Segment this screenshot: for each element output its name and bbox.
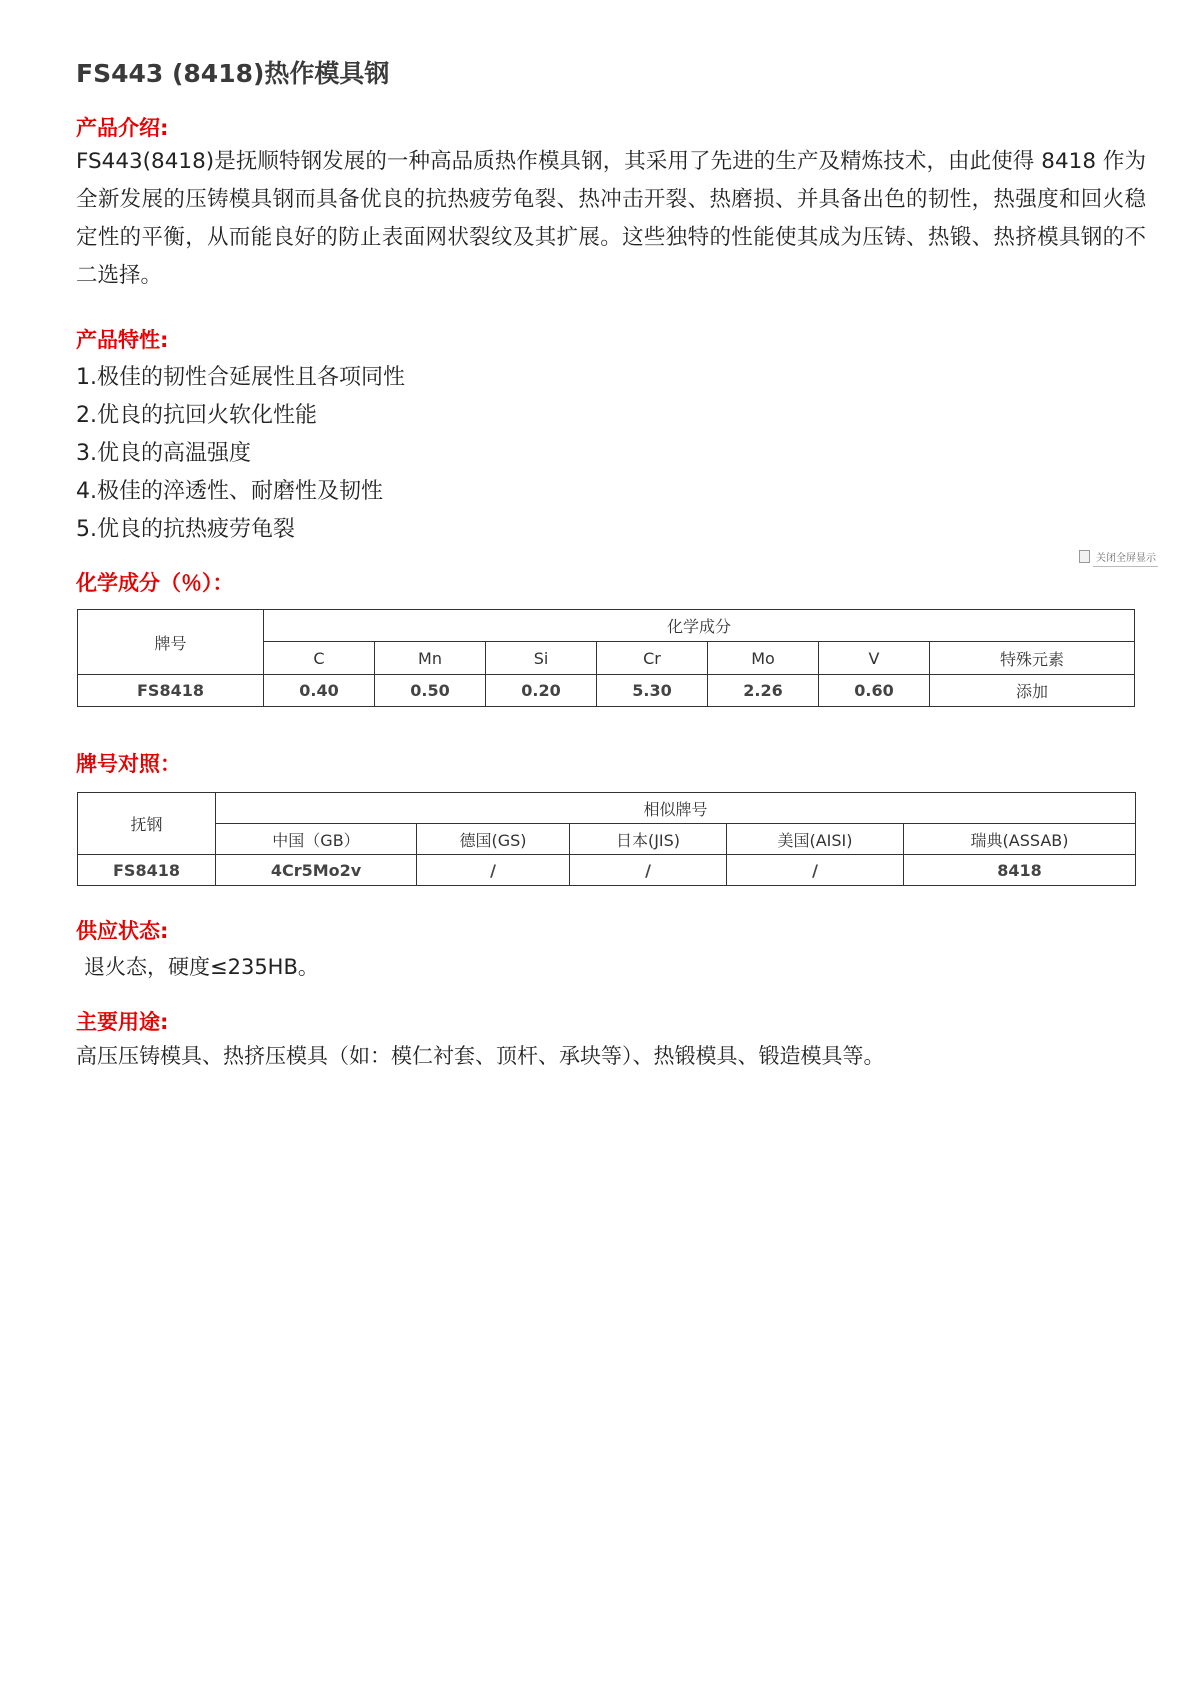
feature-item: 2.优良的抗回火软化性能	[76, 403, 317, 428]
chem-value-cell: 0.40	[264, 675, 375, 707]
chem-value-cell: 2.26	[708, 675, 819, 707]
compare-table	[77, 792, 1136, 886]
element-header: Mn	[375, 642, 486, 675]
feature-item: 4.极佳的淬透性、耐磨性及韧性	[76, 479, 383, 504]
chem-heading: 化学成分（％）：	[76, 571, 234, 595]
usage-text: 高压压铸模具、热挤压模具（如：模仁衬套、顶杆、承块等）、热锻模具、锻造模具等。	[76, 1044, 885, 1068]
close-fullscreen-button[interactable]	[1079, 549, 1156, 564]
compare-value-cell: 8418	[904, 855, 1136, 886]
features-heading: 产品特性:	[76, 328, 169, 352]
compare-heading: 牌号对照：	[76, 752, 181, 776]
intro-heading: 产品介绍:	[76, 116, 169, 140]
compare-value-cell: /	[727, 855, 904, 886]
compare-fushun-header: 抚钢	[78, 793, 216, 855]
feature-item: 1.极佳的韧性合延展性且各项同性	[76, 365, 405, 390]
standard-header: 德国(GS)	[417, 824, 570, 855]
compare-grade-cell: FS8418	[78, 855, 216, 886]
chem-grade-cell: FS8418	[78, 675, 264, 707]
chem-table	[77, 609, 1135, 707]
page-title: FS443 (8418)热作模具钢	[76, 59, 390, 88]
chem-value-cell: 0.50	[375, 675, 486, 707]
compare-value-cell: /	[417, 855, 570, 886]
close-fullscreen-label: 关闭全屏显示	[1096, 553, 1156, 564]
supply-heading: 供应状态:	[76, 919, 169, 943]
standard-header: 瑞典(ASSAB)	[904, 824, 1136, 855]
chem-value-cell: 0.60	[819, 675, 930, 707]
element-header: C	[264, 642, 375, 675]
chem-value-cell: 0.20	[486, 675, 597, 707]
compare-value-cell: /	[570, 855, 727, 886]
chem-value-cell: 5.30	[597, 675, 708, 707]
intro-paragraph: FS443(8418)是抚顺特钢发展的一种高品质热作模具钢，其采用了先进的生产及精炼技术，由此使得 8418 作为全新发展的压铸模具钢而具备优良的抗热疲劳龟裂、热冲击开裂、热磨损、并具备出色的韧性，热强度和回火稳定性的平衡，从而能良好的防止表面网状裂纹及其扩展。这些独特的性能使其成为压铸、热锻、热挤模具钢的不二选择。	[76, 149, 1146, 288]
standard-header: 美国(AISI)	[727, 824, 904, 855]
feature-item: 5.优良的抗热疲劳龟裂	[76, 517, 295, 542]
element-header: Si	[486, 642, 597, 675]
element-header: 特殊元素	[930, 642, 1135, 675]
element-header: Cr	[597, 642, 708, 675]
chem-grade-header: 牌号	[78, 610, 264, 675]
feature-item: 3.优良的高温强度	[76, 441, 251, 466]
element-header: Mo	[708, 642, 819, 675]
supply-text: 退火态，硬度≤235HB。	[84, 955, 319, 979]
chem-group-header: 化学成分	[264, 610, 1135, 642]
standard-header: 中国（GB）	[216, 824, 417, 855]
compare-value-cell: 4Cr5Mo2v	[216, 855, 417, 886]
standard-header: 日本(JIS)	[570, 824, 727, 855]
window-icon	[1079, 550, 1090, 563]
element-header: V	[819, 642, 930, 675]
usage-heading: 主要用途:	[76, 1010, 169, 1034]
chem-value-cell: 添加	[930, 675, 1135, 707]
compare-group-header: 相似牌号	[216, 793, 1136, 824]
